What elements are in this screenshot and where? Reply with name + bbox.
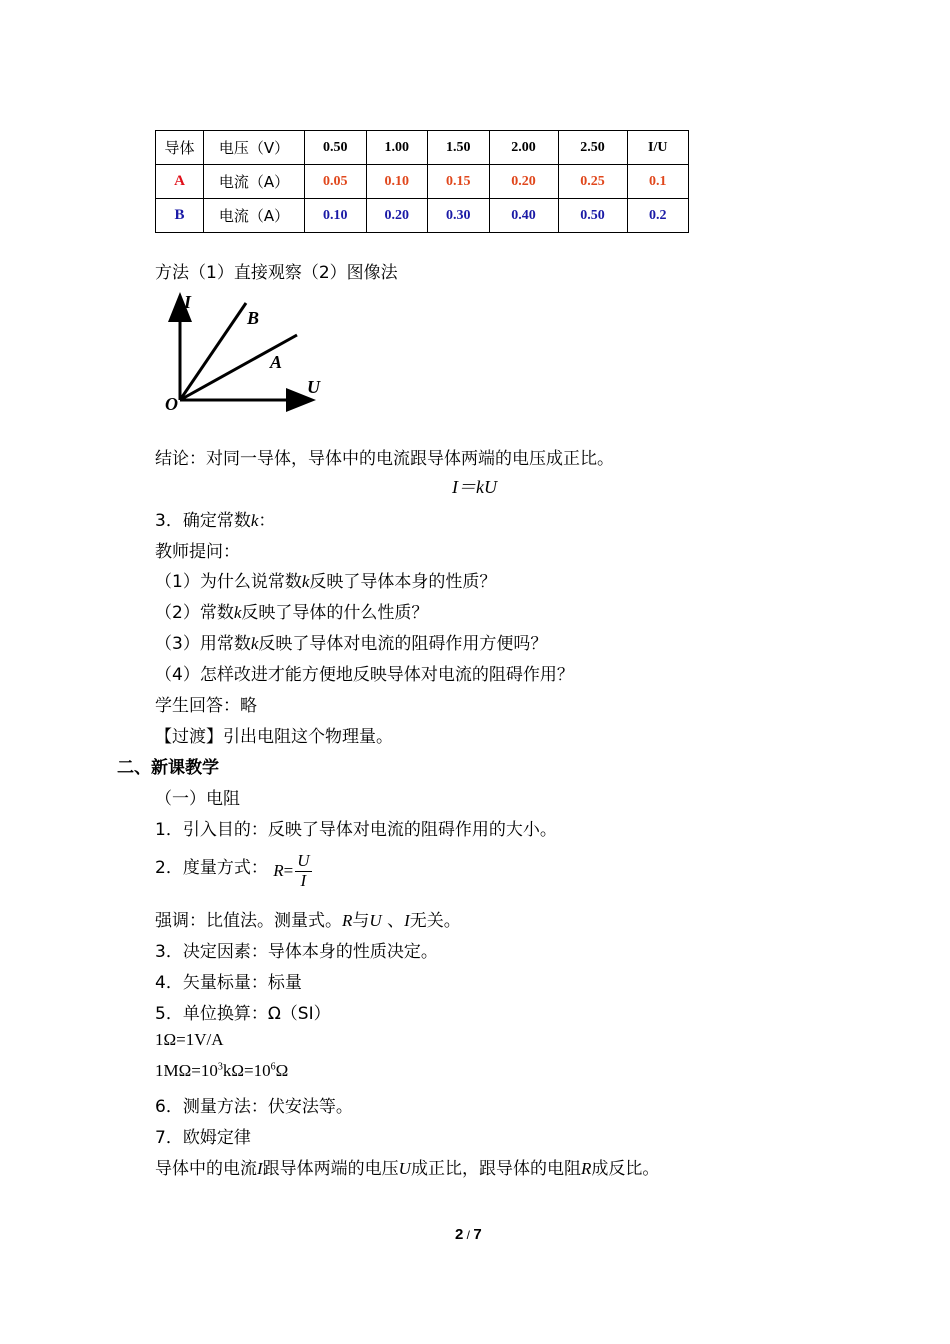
page-separator: / — [463, 1228, 474, 1242]
question-text: （4）怎样改进才能方便地反映导体对电流的阻碍作用？ — [155, 665, 574, 685]
table-header-row — [156, 131, 689, 165]
method-line: 方法（1）直接观察（2）图像法 — [155, 263, 398, 283]
unit-text: kΩ=10 — [222, 1061, 271, 1080]
formula-i-ku: I＝kU — [452, 477, 497, 497]
line-b — [180, 303, 246, 400]
table-header-cell: 1.50 — [428, 131, 490, 165]
var-r: R — [273, 861, 284, 881]
question-text: （3）用常数 — [155, 634, 251, 654]
var-u: U — [369, 911, 382, 930]
question-text: 反映了导体对电流的阻碍作用方便吗？ — [258, 634, 548, 654]
table-cell: 0.20 — [489, 165, 558, 199]
ohm-text: 跟导体两端的电压 — [262, 1159, 399, 1179]
paragraph-7: 7．欧姆定律 — [155, 1128, 251, 1148]
table-header-cell: 2.00 — [489, 131, 558, 165]
paragraph-6: 6．测量方法：伏安法等。 — [155, 1097, 353, 1117]
unit-conversion-2 — [155, 1061, 288, 1081]
line-a-label: A — [270, 352, 283, 372]
table-header-cell: 2.50 — [558, 131, 627, 165]
page-number — [455, 1226, 482, 1243]
question-1 — [155, 567, 496, 592]
question-3 — [155, 629, 547, 654]
conclusion: 结论：对同一导体，导体中的电流跟导体两端的电压成正比。 — [155, 449, 614, 469]
iu-graph — [160, 290, 335, 415]
subsection-heading: （一）电阻 — [155, 789, 240, 809]
paragraph-text: 2．度量方式： — [155, 858, 268, 879]
ohm-text: 成反比。 — [591, 1159, 660, 1179]
question-text: 反映了导体的什么性质？ — [241, 603, 429, 623]
section-heading: 二、新课教学 — [117, 758, 219, 778]
var-u: U — [398, 1159, 411, 1178]
paragraph-3: 3．决定因素：导体本身的性质决定。 — [155, 942, 438, 962]
var-r: R — [342, 911, 353, 930]
var-k: k — [250, 634, 259, 653]
total-pages: 7 — [473, 1226, 482, 1243]
item-3 — [155, 506, 275, 531]
ohm-text: 成正比，跟导体的电阻 — [410, 1159, 581, 1179]
var-i: I — [257, 1159, 263, 1178]
emphasis-text: 强调：比值法。测量式。 — [155, 911, 342, 931]
quantity-label: 电流（A） — [204, 165, 305, 199]
table-cell: 0.25 — [558, 165, 627, 199]
question-2 — [155, 598, 428, 623]
var-k: k — [233, 603, 242, 622]
data-table — [155, 130, 689, 233]
question-text: 反映了导体本身的性质？ — [309, 572, 497, 592]
origin-label: O — [165, 394, 178, 414]
unit-text: Ω — [275, 1061, 289, 1080]
transition: 【过渡】引出电阻这个物理量。 — [155, 727, 393, 747]
table-cell: 0.20 — [366, 199, 428, 233]
var-k: k — [301, 572, 310, 591]
item-3-text: 3．确定常数 — [155, 511, 251, 531]
denominator: I — [300, 870, 307, 890]
equals-sign: = — [283, 861, 294, 881]
conductor-label: B — [156, 199, 204, 233]
unit-conversion-1: 1Ω=1V/A — [155, 1030, 224, 1049]
emphasis — [155, 906, 461, 931]
unit-text: 1MΩ=10 — [155, 1061, 218, 1080]
table-header-cell: 1.00 — [366, 131, 428, 165]
table-cell: 0.10 — [366, 165, 428, 199]
table-cell: 0.10 — [305, 199, 367, 233]
table-cell: 0.40 — [489, 199, 558, 233]
table-header-cell: 0.50 — [305, 131, 367, 165]
table-cell: 0.15 — [428, 165, 490, 199]
exponent: 3 — [217, 1061, 223, 1073]
line-b-label: B — [247, 308, 260, 328]
question-text: （1）为什么说常数 — [155, 572, 302, 592]
question-4 — [155, 660, 574, 685]
y-axis-label: I — [184, 292, 192, 312]
exponent: 6 — [270, 1061, 276, 1073]
table-row — [156, 199, 689, 233]
question-text: （2）常数 — [155, 603, 234, 623]
current-page: 2 — [455, 1226, 464, 1243]
table-cell: 0.50 — [558, 199, 627, 233]
table-cell: 0.30 — [428, 199, 490, 233]
paragraph-1: 1．引入目的：反映了导体对电流的阻碍作用的大小。 — [155, 820, 557, 840]
conductor-label: A — [156, 165, 204, 199]
ohm-text: 导体中的电流 — [155, 1159, 257, 1179]
table-cell: 0.2 — [627, 199, 689, 233]
paragraph-4: 4．矢量标量：标量 — [155, 973, 302, 993]
table-header-cell: 电压（V） — [204, 131, 305, 165]
teacher-question-label: 教师提问： — [155, 542, 240, 562]
table-cell: 0.05 — [305, 165, 367, 199]
table-cell: 0.1 — [627, 165, 689, 199]
emphasis-text: 与 — [352, 911, 370, 931]
var-r: R — [580, 1159, 592, 1178]
table-row — [156, 165, 689, 199]
paragraph-2 — [155, 846, 312, 890]
ohm-law-statement — [155, 1154, 659, 1179]
var-i: I — [404, 911, 410, 930]
emphasis-text: 、 — [381, 911, 405, 931]
quantity-label: 电流（A） — [204, 199, 305, 233]
numerator: U — [297, 851, 310, 870]
table-header-cell: I/U — [627, 131, 689, 165]
student-answer: 学生回答：略 — [155, 696, 257, 716]
var-k: k — [250, 511, 259, 530]
item-3-suffix: ： — [258, 511, 276, 531]
fraction — [295, 852, 311, 890]
table-header-cell: 导体 — [156, 131, 204, 165]
x-axis-label: U — [307, 377, 320, 397]
paragraph-5: 5．单位换算：Ω（SI） — [155, 1004, 331, 1024]
emphasis-text: 无关。 — [409, 911, 461, 931]
